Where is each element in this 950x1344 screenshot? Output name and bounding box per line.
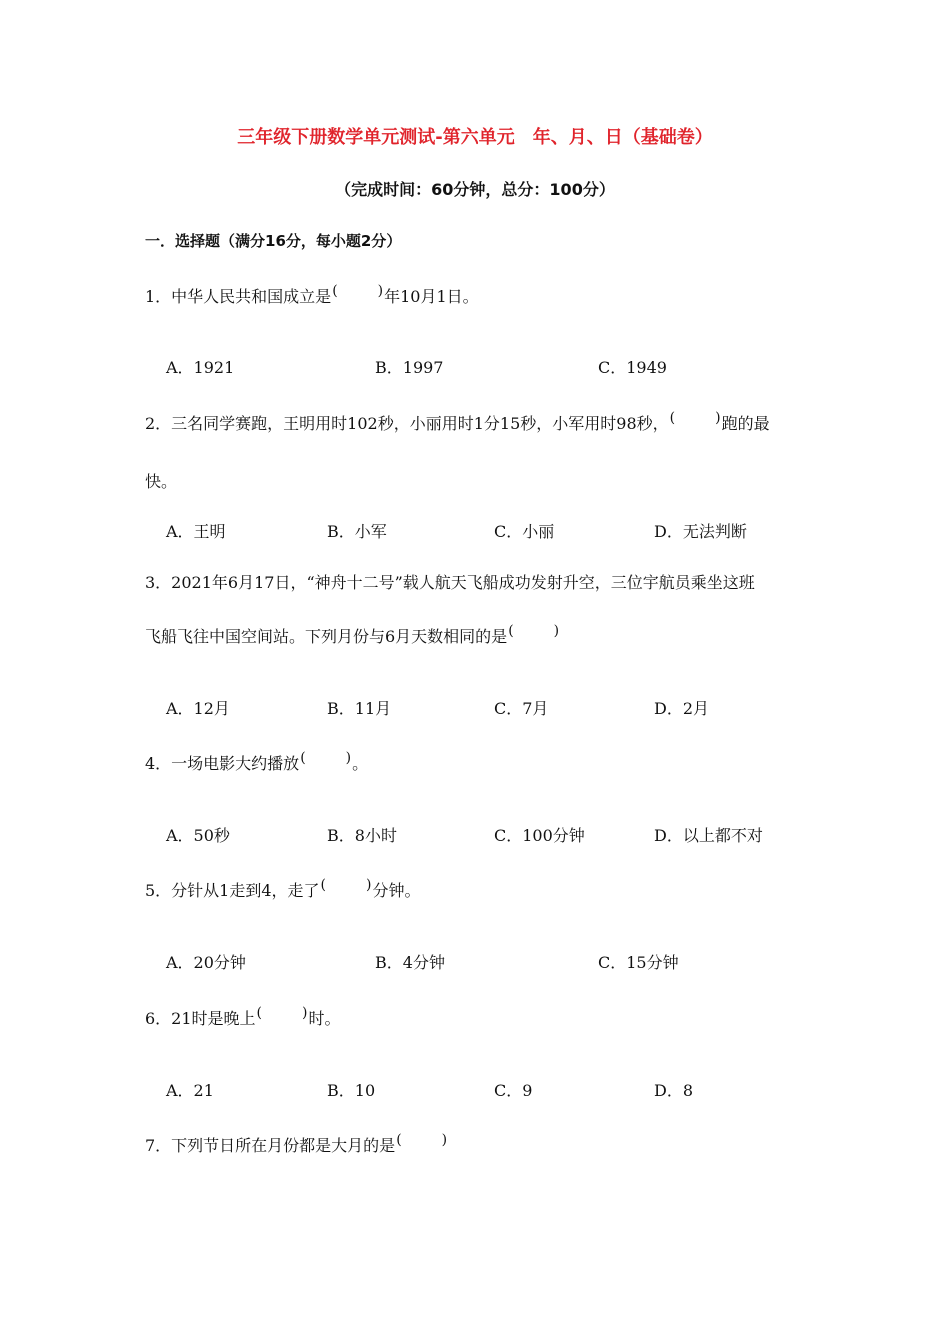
question-text: 7．下列节日所在月份都是大月的是	[145, 1136, 396, 1155]
answer-blank[interactable]: ( )	[256, 1005, 308, 1021]
option-c[interactable]: C．15分钟	[598, 953, 679, 972]
option-b[interactable]: B．11月	[327, 699, 392, 718]
answer-blank[interactable]: ( )	[300, 750, 352, 766]
answer-blank[interactable]: ( )	[320, 877, 372, 893]
option-d[interactable]: D．以上都不对	[654, 826, 763, 845]
option-c[interactable]: C．9	[494, 1081, 533, 1100]
question-text: 2．三名同学赛跑，王明用时102秒，小丽用时1分15秒，小军用时98秒，	[145, 414, 669, 433]
option-d[interactable]: D．无法判断	[654, 522, 747, 541]
option-b[interactable]: B．1997	[375, 358, 444, 377]
option-b[interactable]: B．8小时	[327, 826, 397, 845]
option-b[interactable]: B．10	[327, 1081, 376, 1100]
option-a[interactable]: A．20分钟	[166, 953, 246, 972]
question-1	[145, 283, 479, 308]
question-text: 。	[352, 754, 369, 773]
question-2	[145, 410, 770, 435]
answer-blank[interactable]: ( )	[508, 623, 560, 639]
question-text: 分钟。	[372, 881, 421, 900]
question-text: 1．中华人民共和国成立是	[145, 287, 332, 306]
question-text: 4．一场电影大约播放	[145, 754, 300, 773]
option-a[interactable]: A．21	[166, 1081, 214, 1100]
option-c[interactable]: C．1949	[598, 358, 667, 377]
question-7	[145, 1132, 448, 1157]
question-5	[145, 877, 421, 902]
answer-blank[interactable]: ( )	[396, 1132, 448, 1148]
question-4	[145, 750, 369, 775]
question-text: 年10月1日。	[384, 287, 479, 306]
question-text: 飞船飞往中国空间站。下列月份与6月天数相同的是	[145, 627, 508, 646]
option-b[interactable]: B．4分钟	[375, 953, 445, 972]
question-text: 跑的最	[721, 414, 770, 433]
option-c[interactable]: C．小丽	[494, 522, 555, 541]
page-title: 三年级下册数学单元测试-第六单元 年、月、日（基础卷）	[237, 127, 713, 148]
option-a[interactable]: A．王明	[166, 522, 226, 541]
option-d[interactable]: D．8	[654, 1081, 694, 1100]
option-a[interactable]: A．12月	[166, 699, 230, 718]
option-b[interactable]: B．小军	[327, 522, 387, 541]
question-6	[145, 1005, 341, 1030]
answer-blank[interactable]: ( )	[332, 283, 384, 299]
question-text: 5．分针从1走到4，走了	[145, 881, 320, 900]
question-3: 3．2021年6月17日，“神舟十二号”载人航天飞船成功发射升空，三位宇航员乘坐这班	[145, 573, 755, 592]
question-2-line2: 快。	[145, 472, 178, 491]
option-a[interactable]: A．50秒	[166, 826, 230, 845]
option-c[interactable]: C．100分钟	[494, 826, 585, 845]
question-text: 时。	[308, 1009, 341, 1028]
question-3-line2	[145, 623, 560, 648]
option-d[interactable]: D．2月	[654, 699, 710, 718]
question-text: 6．21时是晚上	[145, 1009, 256, 1028]
section-heading: 一．选择题（满分16分，每小题2分）	[145, 232, 402, 250]
exam-info: （完成时间：60分钟，总分：100分）	[335, 180, 615, 199]
option-c[interactable]: C．7月	[494, 699, 549, 718]
answer-blank[interactable]: ( )	[669, 410, 721, 426]
option-a[interactable]: A．1921	[166, 358, 235, 377]
